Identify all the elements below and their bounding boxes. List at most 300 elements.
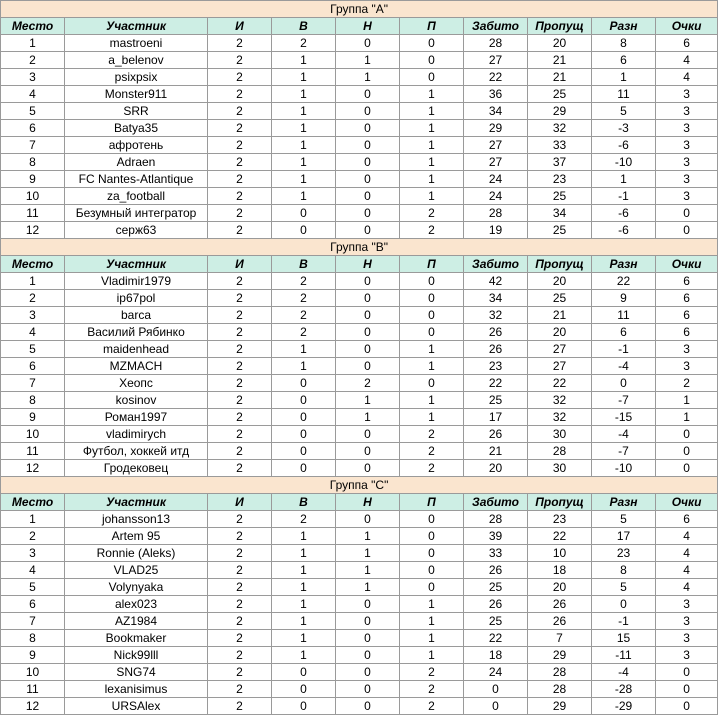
cell-goals-against: 28 bbox=[528, 681, 592, 698]
cell-points: 0 bbox=[656, 222, 718, 239]
cell-losses: 2 bbox=[400, 460, 464, 477]
cell-place: 7 bbox=[1, 613, 65, 630]
cell-draws: 0 bbox=[336, 137, 400, 154]
cell-played: 2 bbox=[208, 52, 272, 69]
cell-goal-diff: 5 bbox=[592, 511, 656, 528]
cell-wins: 0 bbox=[272, 698, 336, 715]
cell-goal-diff: -15 bbox=[592, 409, 656, 426]
cell-place: 11 bbox=[1, 443, 65, 460]
cell-wins: 0 bbox=[272, 409, 336, 426]
cell-losses: 2 bbox=[400, 222, 464, 239]
cell-wins: 2 bbox=[272, 511, 336, 528]
cell-played: 2 bbox=[208, 290, 272, 307]
cell-draws: 0 bbox=[336, 222, 400, 239]
table-row bbox=[1, 630, 718, 647]
cell-participant: MZMACH bbox=[65, 358, 208, 375]
cell-points: 0 bbox=[656, 426, 718, 443]
cell-wins: 1 bbox=[272, 69, 336, 86]
cell-draws: 0 bbox=[336, 681, 400, 698]
cell-place: 8 bbox=[1, 630, 65, 647]
cell-goals-against: 21 bbox=[528, 69, 592, 86]
cell-played: 2 bbox=[208, 188, 272, 205]
cell-draws: 0 bbox=[336, 443, 400, 460]
cell-draws: 1 bbox=[336, 409, 400, 426]
cell-goal-diff: 8 bbox=[592, 562, 656, 579]
cell-points: 1 bbox=[656, 392, 718, 409]
cell-participant: афротень bbox=[65, 137, 208, 154]
cell-goals-for: 22 bbox=[464, 375, 528, 392]
group-title: Группа "В" bbox=[1, 239, 718, 256]
cell-participant: Футбол, хоккей итд bbox=[65, 443, 208, 460]
cell-goal-diff: -4 bbox=[592, 358, 656, 375]
cell-participant: Гродековец bbox=[65, 460, 208, 477]
cell-goals-against: 32 bbox=[528, 120, 592, 137]
cell-goal-diff: -1 bbox=[592, 188, 656, 205]
cell-losses: 2 bbox=[400, 426, 464, 443]
cell-draws: 0 bbox=[336, 341, 400, 358]
cell-goals-for: 26 bbox=[464, 596, 528, 613]
cell-points: 6 bbox=[656, 273, 718, 290]
cell-goals-against: 34 bbox=[528, 205, 592, 222]
column-header-goals-against: Пропущ bbox=[528, 18, 592, 35]
cell-goals-against: 26 bbox=[528, 596, 592, 613]
cell-points: 3 bbox=[656, 630, 718, 647]
cell-goals-against: 7 bbox=[528, 630, 592, 647]
cell-points: 4 bbox=[656, 52, 718, 69]
cell-draws: 1 bbox=[336, 562, 400, 579]
cell-goals-for: 20 bbox=[464, 460, 528, 477]
cell-place: 12 bbox=[1, 698, 65, 715]
cell-goals-for: 27 bbox=[464, 137, 528, 154]
cell-losses: 2 bbox=[400, 698, 464, 715]
cell-points: 0 bbox=[656, 443, 718, 460]
cell-goals-against: 29 bbox=[528, 647, 592, 664]
cell-goals-for: 34 bbox=[464, 103, 528, 120]
table-row bbox=[1, 341, 718, 358]
cell-points: 3 bbox=[656, 613, 718, 630]
cell-place: 12 bbox=[1, 460, 65, 477]
cell-points: 0 bbox=[656, 681, 718, 698]
table-row bbox=[1, 358, 718, 375]
cell-goals-against: 20 bbox=[528, 324, 592, 341]
cell-points: 3 bbox=[656, 647, 718, 664]
cell-participant: VLAD25 bbox=[65, 562, 208, 579]
cell-losses: 2 bbox=[400, 443, 464, 460]
cell-place: 8 bbox=[1, 392, 65, 409]
cell-losses: 2 bbox=[400, 681, 464, 698]
cell-wins: 1 bbox=[272, 137, 336, 154]
cell-played: 2 bbox=[208, 630, 272, 647]
cell-draws: 0 bbox=[336, 511, 400, 528]
cell-goals-for: 25 bbox=[464, 392, 528, 409]
cell-points: 0 bbox=[656, 205, 718, 222]
cell-goals-against: 25 bbox=[528, 188, 592, 205]
cell-losses: 1 bbox=[400, 647, 464, 664]
cell-goal-diff: -7 bbox=[592, 443, 656, 460]
cell-goal-diff: 1 bbox=[592, 171, 656, 188]
cell-draws: 0 bbox=[336, 596, 400, 613]
cell-played: 2 bbox=[208, 409, 272, 426]
cell-losses: 1 bbox=[400, 103, 464, 120]
column-header-draws: Н bbox=[336, 18, 400, 35]
cell-goals-against: 27 bbox=[528, 341, 592, 358]
cell-goal-diff: -10 bbox=[592, 154, 656, 171]
cell-draws: 0 bbox=[336, 188, 400, 205]
cell-participant: lexanisimus bbox=[65, 681, 208, 698]
cell-wins: 1 bbox=[272, 579, 336, 596]
cell-place: 9 bbox=[1, 647, 65, 664]
column-header-points: Очки bbox=[656, 256, 718, 273]
cell-played: 2 bbox=[208, 120, 272, 137]
column-header-goal-diff: Разн bbox=[592, 18, 656, 35]
cell-draws: 0 bbox=[336, 103, 400, 120]
table-row bbox=[1, 460, 718, 477]
cell-played: 2 bbox=[208, 579, 272, 596]
cell-played: 2 bbox=[208, 341, 272, 358]
cell-place: 4 bbox=[1, 86, 65, 103]
cell-draws: 2 bbox=[336, 375, 400, 392]
cell-goals-against: 20 bbox=[528, 579, 592, 596]
cell-place: 4 bbox=[1, 324, 65, 341]
cell-losses: 2 bbox=[400, 205, 464, 222]
cell-goal-diff: -11 bbox=[592, 647, 656, 664]
cell-participant: Ronnie (Aleks) bbox=[65, 545, 208, 562]
cell-wins: 1 bbox=[272, 630, 336, 647]
group-title-row bbox=[1, 239, 718, 256]
cell-goals-against: 23 bbox=[528, 171, 592, 188]
cell-losses: 1 bbox=[400, 120, 464, 137]
cell-goals-for: 19 bbox=[464, 222, 528, 239]
cell-participant: SRR bbox=[65, 103, 208, 120]
cell-played: 2 bbox=[208, 154, 272, 171]
table-row bbox=[1, 86, 718, 103]
cell-place: 6 bbox=[1, 358, 65, 375]
cell-losses: 0 bbox=[400, 52, 464, 69]
cell-played: 2 bbox=[208, 222, 272, 239]
cell-goals-for: 28 bbox=[464, 205, 528, 222]
cell-wins: 0 bbox=[272, 205, 336, 222]
cell-goal-diff: 9 bbox=[592, 290, 656, 307]
table-row bbox=[1, 222, 718, 239]
column-header-place: Место bbox=[1, 494, 65, 511]
cell-goals-against: 25 bbox=[528, 86, 592, 103]
cell-goal-diff: 1 bbox=[592, 69, 656, 86]
cell-played: 2 bbox=[208, 307, 272, 324]
cell-goals-for: 24 bbox=[464, 171, 528, 188]
cell-wins: 1 bbox=[272, 545, 336, 562]
group-title: Группа "С" bbox=[1, 477, 718, 494]
cell-wins: 1 bbox=[272, 358, 336, 375]
cell-place: 7 bbox=[1, 137, 65, 154]
table-row bbox=[1, 205, 718, 222]
cell-played: 2 bbox=[208, 86, 272, 103]
cell-points: 6 bbox=[656, 324, 718, 341]
cell-participant: Василий Рябинко bbox=[65, 324, 208, 341]
table-row bbox=[1, 528, 718, 545]
cell-wins: 1 bbox=[272, 52, 336, 69]
table-row bbox=[1, 545, 718, 562]
cell-played: 2 bbox=[208, 392, 272, 409]
cell-goals-for: 25 bbox=[464, 579, 528, 596]
cell-points: 0 bbox=[656, 460, 718, 477]
cell-played: 2 bbox=[208, 426, 272, 443]
cell-goals-against: 18 bbox=[528, 562, 592, 579]
cell-goals-against: 29 bbox=[528, 698, 592, 715]
cell-points: 6 bbox=[656, 307, 718, 324]
cell-goal-diff: -3 bbox=[592, 120, 656, 137]
cell-wins: 1 bbox=[272, 528, 336, 545]
cell-losses: 1 bbox=[400, 86, 464, 103]
cell-participant: Bookmaker bbox=[65, 630, 208, 647]
cell-participant: Nick99lll bbox=[65, 647, 208, 664]
cell-goals-against: 25 bbox=[528, 290, 592, 307]
column-header-goal-diff: Разн bbox=[592, 494, 656, 511]
cell-participant: серж63 bbox=[65, 222, 208, 239]
cell-points: 0 bbox=[656, 664, 718, 681]
cell-goals-for: 26 bbox=[464, 324, 528, 341]
table-row bbox=[1, 613, 718, 630]
cell-played: 2 bbox=[208, 664, 272, 681]
column-header-row bbox=[1, 256, 718, 273]
cell-goals-for: 23 bbox=[464, 358, 528, 375]
cell-goal-diff: -1 bbox=[592, 613, 656, 630]
cell-place: 9 bbox=[1, 171, 65, 188]
cell-draws: 0 bbox=[336, 324, 400, 341]
cell-place: 12 bbox=[1, 222, 65, 239]
column-header-played: И bbox=[208, 18, 272, 35]
cell-losses: 0 bbox=[400, 511, 464, 528]
cell-goals-for: 42 bbox=[464, 273, 528, 290]
cell-played: 2 bbox=[208, 698, 272, 715]
column-header-draws: Н bbox=[336, 256, 400, 273]
cell-goal-diff: 22 bbox=[592, 273, 656, 290]
column-header-wins: В bbox=[272, 256, 336, 273]
column-header-wins: В bbox=[272, 18, 336, 35]
cell-place: 11 bbox=[1, 205, 65, 222]
cell-participant: Vladimir1979 bbox=[65, 273, 208, 290]
cell-losses: 1 bbox=[400, 137, 464, 154]
cell-wins: 1 bbox=[272, 86, 336, 103]
cell-goal-diff: -28 bbox=[592, 681, 656, 698]
cell-played: 2 bbox=[208, 562, 272, 579]
table-row bbox=[1, 35, 718, 52]
cell-points: 3 bbox=[656, 188, 718, 205]
cell-goals-against: 32 bbox=[528, 409, 592, 426]
cell-goals-for: 25 bbox=[464, 613, 528, 630]
cell-participant: Artem 95 bbox=[65, 528, 208, 545]
cell-goals-for: 22 bbox=[464, 630, 528, 647]
cell-losses: 0 bbox=[400, 290, 464, 307]
cell-losses: 1 bbox=[400, 596, 464, 613]
cell-losses: 1 bbox=[400, 358, 464, 375]
cell-participant: Хеопс bbox=[65, 375, 208, 392]
cell-goal-diff: -7 bbox=[592, 392, 656, 409]
cell-losses: 1 bbox=[400, 171, 464, 188]
cell-place: 2 bbox=[1, 290, 65, 307]
cell-goals-against: 20 bbox=[528, 35, 592, 52]
table-row bbox=[1, 443, 718, 460]
cell-points: 3 bbox=[656, 103, 718, 120]
column-header-goals-against: Пропущ bbox=[528, 494, 592, 511]
table-row bbox=[1, 154, 718, 171]
cell-participant: SNG74 bbox=[65, 664, 208, 681]
cell-points: 4 bbox=[656, 528, 718, 545]
cell-goals-for: 21 bbox=[464, 443, 528, 460]
cell-goals-against: 37 bbox=[528, 154, 592, 171]
cell-participant: Роман1997 bbox=[65, 409, 208, 426]
cell-points: 6 bbox=[656, 290, 718, 307]
table-row bbox=[1, 681, 718, 698]
group-title-row bbox=[1, 1, 718, 18]
cell-goal-diff: 15 bbox=[592, 630, 656, 647]
cell-participant: maidenhead bbox=[65, 341, 208, 358]
column-header-played: И bbox=[208, 494, 272, 511]
cell-wins: 0 bbox=[272, 392, 336, 409]
cell-goal-diff: 0 bbox=[592, 596, 656, 613]
cell-wins: 1 bbox=[272, 613, 336, 630]
cell-points: 3 bbox=[656, 137, 718, 154]
cell-played: 2 bbox=[208, 613, 272, 630]
cell-place: 5 bbox=[1, 341, 65, 358]
cell-goals-for: 17 bbox=[464, 409, 528, 426]
cell-losses: 1 bbox=[400, 409, 464, 426]
cell-wins: 1 bbox=[272, 154, 336, 171]
cell-participant: johansson13 bbox=[65, 511, 208, 528]
cell-place: 6 bbox=[1, 120, 65, 137]
cell-losses: 0 bbox=[400, 324, 464, 341]
table-row bbox=[1, 426, 718, 443]
cell-draws: 1 bbox=[336, 392, 400, 409]
cell-goal-diff: -6 bbox=[592, 205, 656, 222]
cell-wins: 1 bbox=[272, 188, 336, 205]
cell-losses: 0 bbox=[400, 273, 464, 290]
cell-wins: 1 bbox=[272, 596, 336, 613]
cell-played: 2 bbox=[208, 358, 272, 375]
cell-goal-diff: -1 bbox=[592, 341, 656, 358]
cell-points: 3 bbox=[656, 154, 718, 171]
table-row bbox=[1, 137, 718, 154]
table-row bbox=[1, 103, 718, 120]
cell-goals-against: 30 bbox=[528, 426, 592, 443]
cell-losses: 0 bbox=[400, 307, 464, 324]
table-row bbox=[1, 392, 718, 409]
cell-draws: 1 bbox=[336, 52, 400, 69]
cell-draws: 0 bbox=[336, 120, 400, 137]
cell-participant: alex023 bbox=[65, 596, 208, 613]
cell-wins: 0 bbox=[272, 460, 336, 477]
cell-wins: 1 bbox=[272, 341, 336, 358]
cell-goal-diff: 23 bbox=[592, 545, 656, 562]
cell-draws: 0 bbox=[336, 358, 400, 375]
column-header-goals-against: Пропущ bbox=[528, 256, 592, 273]
cell-goals-for: 24 bbox=[464, 188, 528, 205]
cell-goals-for: 28 bbox=[464, 511, 528, 528]
column-header-goals-for: Забито bbox=[464, 494, 528, 511]
column-header-points: Очки bbox=[656, 494, 718, 511]
column-header-losses: П bbox=[400, 494, 464, 511]
cell-points: 4 bbox=[656, 579, 718, 596]
cell-goals-for: 39 bbox=[464, 528, 528, 545]
cell-goals-against: 30 bbox=[528, 460, 592, 477]
cell-participant: barca bbox=[65, 307, 208, 324]
cell-participant: vladimirych bbox=[65, 426, 208, 443]
cell-place: 4 bbox=[1, 562, 65, 579]
column-header-place: Место bbox=[1, 18, 65, 35]
cell-goals-for: 26 bbox=[464, 562, 528, 579]
cell-played: 2 bbox=[208, 511, 272, 528]
cell-draws: 0 bbox=[336, 273, 400, 290]
cell-played: 2 bbox=[208, 647, 272, 664]
cell-goals-against: 29 bbox=[528, 103, 592, 120]
table-row bbox=[1, 596, 718, 613]
column-header-row bbox=[1, 18, 718, 35]
cell-losses: 1 bbox=[400, 341, 464, 358]
cell-participant: URSAlex bbox=[65, 698, 208, 715]
cell-participant: Adraen bbox=[65, 154, 208, 171]
cell-losses: 0 bbox=[400, 35, 464, 52]
cell-goals-against: 26 bbox=[528, 613, 592, 630]
cell-goals-for: 18 bbox=[464, 647, 528, 664]
cell-place: 2 bbox=[1, 52, 65, 69]
cell-losses: 0 bbox=[400, 545, 464, 562]
cell-draws: 0 bbox=[336, 205, 400, 222]
cell-goal-diff: -10 bbox=[592, 460, 656, 477]
cell-wins: 0 bbox=[272, 681, 336, 698]
cell-draws: 0 bbox=[336, 460, 400, 477]
cell-place: 3 bbox=[1, 545, 65, 562]
cell-points: 3 bbox=[656, 596, 718, 613]
table-row bbox=[1, 52, 718, 69]
cell-losses: 1 bbox=[400, 392, 464, 409]
cell-goals-for: 0 bbox=[464, 698, 528, 715]
cell-place: 11 bbox=[1, 681, 65, 698]
cell-goals-against: 21 bbox=[528, 52, 592, 69]
cell-participant: Volynyaka bbox=[65, 579, 208, 596]
cell-place: 1 bbox=[1, 35, 65, 52]
cell-played: 2 bbox=[208, 69, 272, 86]
cell-wins: 2 bbox=[272, 290, 336, 307]
cell-place: 10 bbox=[1, 426, 65, 443]
cell-goals-against: 28 bbox=[528, 443, 592, 460]
group-title: Группа "А" bbox=[1, 1, 718, 18]
cell-draws: 0 bbox=[336, 664, 400, 681]
cell-goal-diff: 6 bbox=[592, 324, 656, 341]
column-header-losses: П bbox=[400, 18, 464, 35]
cell-place: 9 bbox=[1, 409, 65, 426]
cell-goals-against: 23 bbox=[528, 511, 592, 528]
cell-losses: 1 bbox=[400, 630, 464, 647]
cell-goals-for: 26 bbox=[464, 341, 528, 358]
cell-place: 8 bbox=[1, 154, 65, 171]
cell-losses: 0 bbox=[400, 375, 464, 392]
table-row bbox=[1, 188, 718, 205]
cell-wins: 0 bbox=[272, 375, 336, 392]
cell-played: 2 bbox=[208, 171, 272, 188]
cell-wins: 1 bbox=[272, 647, 336, 664]
cell-participant: Monster911 bbox=[65, 86, 208, 103]
cell-points: 3 bbox=[656, 358, 718, 375]
cell-wins: 2 bbox=[272, 324, 336, 341]
cell-draws: 0 bbox=[336, 426, 400, 443]
cell-goals-against: 22 bbox=[528, 375, 592, 392]
cell-goals-for: 36 bbox=[464, 86, 528, 103]
cell-goal-diff: -6 bbox=[592, 137, 656, 154]
cell-losses: 0 bbox=[400, 562, 464, 579]
cell-losses: 1 bbox=[400, 613, 464, 630]
cell-place: 5 bbox=[1, 103, 65, 120]
cell-goal-diff: -4 bbox=[592, 426, 656, 443]
table-row bbox=[1, 579, 718, 596]
